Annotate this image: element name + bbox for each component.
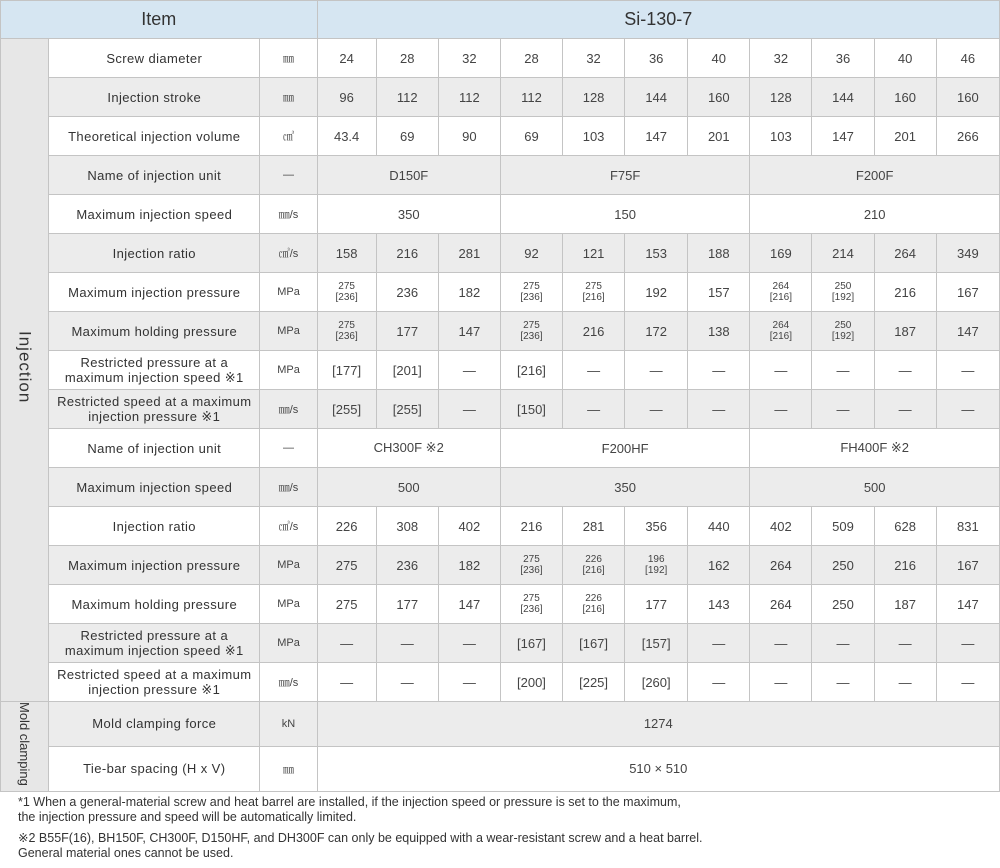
value-cell: — (688, 624, 750, 663)
value-cell: 187 (874, 312, 936, 351)
row-unit: — (260, 429, 317, 468)
table-row (1, 351, 1000, 390)
value-cell: 143 (688, 585, 750, 624)
value-cell: 160 (688, 78, 750, 117)
table-row (1, 468, 1000, 507)
value-cell: — (317, 624, 376, 663)
row-label: Maximum injection speed (49, 195, 260, 234)
row-unit: MPa (260, 351, 317, 390)
value-cell: 216 (563, 312, 625, 351)
value-cell: — (438, 663, 500, 702)
value-cell: — (750, 663, 812, 702)
value-cell: 216 (874, 273, 936, 312)
row-label: Maximum injection pressure (49, 546, 260, 585)
row-unit: ㎜/s (260, 390, 317, 429)
value-cell: 43.4 (317, 117, 376, 156)
table-row (1, 312, 1000, 351)
value-cell: 500 (317, 468, 500, 507)
value-cell: 160 (936, 78, 999, 117)
value-cell: 28 (500, 39, 562, 78)
value-cell: 92 (500, 234, 562, 273)
value-cell: FH400F ※2 (750, 429, 1000, 468)
value-cell: [167] (500, 624, 562, 663)
value-cell: 1274 (317, 702, 999, 747)
row-unit: ㎜ (260, 78, 317, 117)
footnote-2: ※2 B55F(16), BH150F, CH300F, D150HF, and DH300F can only be equipped with a wear-resistant screw and a heat barrel. General material ones cannot be used. (18, 831, 703, 860)
value-cell: 36 (625, 39, 688, 78)
value-cell: — (812, 351, 874, 390)
value-cell: 266 (936, 117, 999, 156)
value-cell: 150 (500, 195, 749, 234)
value-cell: — (688, 351, 750, 390)
row-unit: kN (260, 702, 317, 747)
value-cell: — (812, 624, 874, 663)
value-cell: 69 (500, 117, 562, 156)
value-cell: 182 (438, 273, 500, 312)
value-cell: — (750, 351, 812, 390)
table-row (1, 195, 1000, 234)
value-cell: 182 (438, 546, 500, 585)
value-cell: 264 (750, 585, 812, 624)
value-cell: 226 [216] (563, 585, 625, 624)
value-cell: [260] (625, 663, 688, 702)
value-cell: 196 [192] (625, 546, 688, 585)
value-cell: 40 (688, 39, 750, 78)
value-cell: 216 (874, 546, 936, 585)
value-cell: 112 (376, 78, 438, 117)
value-cell: — (438, 390, 500, 429)
value-cell: 167 (936, 273, 999, 312)
value-cell: 236 (376, 273, 438, 312)
value-cell: 510 × 510 (317, 746, 999, 791)
value-cell: 210 (750, 195, 1000, 234)
value-cell: 147 (812, 117, 874, 156)
row-unit: MPa (260, 546, 317, 585)
value-cell: — (688, 390, 750, 429)
value-cell: 147 (438, 312, 500, 351)
row-unit: ㎤/s (260, 507, 317, 546)
value-cell: [150] (500, 390, 562, 429)
value-cell: — (438, 351, 500, 390)
value-cell: F200HF (500, 429, 749, 468)
value-cell: 172 (625, 312, 688, 351)
value-cell: — (812, 390, 874, 429)
row-label: Tie-bar spacing (H x V) (49, 746, 260, 791)
value-cell: 153 (625, 234, 688, 273)
table-row (1, 429, 1000, 468)
value-cell: 349 (936, 234, 999, 273)
table-row (1, 746, 1000, 791)
section-label: Injection (15, 331, 35, 404)
value-cell: — (936, 624, 999, 663)
value-cell: 264 (874, 234, 936, 273)
footnote-1: *1 When a general-material screw and heat barrel are installed, if the injection speed or pressure is set to the maximum, the injection pressure and speed will be automatically limited. (18, 795, 681, 824)
table-row (1, 78, 1000, 117)
value-cell: — (936, 351, 999, 390)
header-row (1, 1, 1000, 39)
value-cell: 275 [236] (500, 312, 562, 351)
value-cell: 250 [192] (812, 273, 874, 312)
value-cell: 226 (317, 507, 376, 546)
value-cell: 509 (812, 507, 874, 546)
value-cell: 138 (688, 312, 750, 351)
row-label: Maximum holding pressure (49, 312, 260, 351)
value-cell: 214 (812, 234, 874, 273)
value-cell: [157] (625, 624, 688, 663)
value-cell: 281 (563, 507, 625, 546)
table-row (1, 507, 1000, 546)
value-cell: — (563, 390, 625, 429)
section-label: Mold clamping (17, 702, 33, 786)
value-cell: 308 (376, 507, 438, 546)
row-label: Injection ratio (49, 234, 260, 273)
value-cell: — (936, 390, 999, 429)
value-cell: — (688, 663, 750, 702)
value-cell: — (874, 351, 936, 390)
table-row (1, 585, 1000, 624)
value-cell: 158 (317, 234, 376, 273)
row-label: Restricted speed at a maximum injection pressure ※1 (49, 663, 260, 702)
value-cell: 157 (688, 273, 750, 312)
value-cell: 187 (874, 585, 936, 624)
row-unit: MPa (260, 624, 317, 663)
row-unit: ㎤/s (260, 234, 317, 273)
row-unit: ㎜/s (260, 468, 317, 507)
row-unit: MPa (260, 312, 317, 351)
value-cell: 440 (688, 507, 750, 546)
table-row (1, 117, 1000, 156)
value-cell: [200] (500, 663, 562, 702)
value-cell: — (812, 663, 874, 702)
row-label: Restricted pressure at a maximum injection speed ※1 (49, 351, 260, 390)
footnotes (18, 795, 978, 867)
value-cell: 28 (376, 39, 438, 78)
row-label: Restricted pressure at a maximum injection speed ※1 (49, 624, 260, 663)
value-cell: 281 (438, 234, 500, 273)
value-cell: 275 (317, 585, 376, 624)
value-cell: — (750, 624, 812, 663)
value-cell: 275 [216] (563, 273, 625, 312)
value-cell: — (317, 663, 376, 702)
value-cell: 144 (812, 78, 874, 117)
value-cell: 112 (500, 78, 562, 117)
value-cell: 628 (874, 507, 936, 546)
value-cell: 350 (317, 195, 500, 234)
value-cell: [201] (376, 351, 438, 390)
value-cell: F75F (500, 156, 749, 195)
value-cell: 128 (563, 78, 625, 117)
value-cell: 177 (376, 312, 438, 351)
value-cell: 96 (317, 78, 376, 117)
value-cell: 201 (874, 117, 936, 156)
value-cell: 201 (688, 117, 750, 156)
value-cell: 147 (936, 585, 999, 624)
value-cell: [167] (563, 624, 625, 663)
value-cell: 216 (376, 234, 438, 273)
value-cell: 216 (500, 507, 562, 546)
table-row (1, 273, 1000, 312)
table-row (1, 390, 1000, 429)
row-label: Name of injection unit (49, 156, 260, 195)
value-cell: 24 (317, 39, 376, 78)
table-row (1, 546, 1000, 585)
value-cell: 275 [236] (317, 312, 376, 351)
value-cell: [255] (317, 390, 376, 429)
value-cell: F200F (750, 156, 1000, 195)
value-cell: 275 [236] (317, 273, 376, 312)
value-cell: CH300F ※2 (317, 429, 500, 468)
value-cell: — (874, 390, 936, 429)
value-cell: 177 (376, 585, 438, 624)
value-cell: 188 (688, 234, 750, 273)
value-cell: 40 (874, 39, 936, 78)
value-cell: — (376, 663, 438, 702)
row-unit: ㎤ (260, 117, 317, 156)
value-cell: 250 (812, 585, 874, 624)
row-label: Screw diameter (49, 39, 260, 78)
section-injection (1, 39, 49, 702)
value-cell: 264 [216] (750, 273, 812, 312)
value-cell: 264 (750, 546, 812, 585)
value-cell: 160 (874, 78, 936, 117)
value-cell: 90 (438, 117, 500, 156)
value-cell: — (874, 663, 936, 702)
value-cell: 147 (625, 117, 688, 156)
value-cell: 236 (376, 546, 438, 585)
row-unit: MPa (260, 585, 317, 624)
spec-table-body (1, 39, 1000, 792)
value-cell: 250 [192] (812, 312, 874, 351)
row-label: Name of injection unit (49, 429, 260, 468)
row-label: Injection ratio (49, 507, 260, 546)
value-cell: — (625, 351, 688, 390)
value-cell: [177] (317, 351, 376, 390)
value-cell: 275 [236] (500, 585, 562, 624)
value-cell: 356 (625, 507, 688, 546)
value-cell: 103 (750, 117, 812, 156)
value-cell: 162 (688, 546, 750, 585)
value-cell: [225] (563, 663, 625, 702)
table-row (1, 663, 1000, 702)
value-cell: 103 (563, 117, 625, 156)
value-cell: D150F (317, 156, 500, 195)
value-cell: 147 (936, 312, 999, 351)
row-label: Maximum injection speed (49, 468, 260, 507)
table-row (1, 156, 1000, 195)
value-cell: 32 (563, 39, 625, 78)
value-cell: — (438, 624, 500, 663)
value-cell: 177 (625, 585, 688, 624)
table-row (1, 234, 1000, 273)
value-cell: — (750, 390, 812, 429)
row-unit: ㎜ (260, 39, 317, 78)
value-cell: 275 [236] (500, 273, 562, 312)
value-cell: 402 (438, 507, 500, 546)
model-header: Si-130-7 (317, 1, 999, 39)
section-mold-clamping (1, 702, 49, 792)
value-cell: 264 [216] (750, 312, 812, 351)
value-cell: — (936, 663, 999, 702)
row-unit: MPa (260, 273, 317, 312)
value-cell: — (625, 390, 688, 429)
value-cell: 128 (750, 78, 812, 117)
value-cell: [255] (376, 390, 438, 429)
value-cell: 144 (625, 78, 688, 117)
value-cell: — (563, 351, 625, 390)
value-cell: 831 (936, 507, 999, 546)
value-cell: 112 (438, 78, 500, 117)
value-cell: 402 (750, 507, 812, 546)
value-cell: — (376, 624, 438, 663)
value-cell: 250 (812, 546, 874, 585)
value-cell: 36 (812, 39, 874, 78)
value-cell: 500 (750, 468, 1000, 507)
value-cell: 121 (563, 234, 625, 273)
value-cell: 147 (438, 585, 500, 624)
value-cell: — (874, 624, 936, 663)
value-cell: 275 [236] (500, 546, 562, 585)
table-row (1, 702, 1000, 747)
row-unit: ㎜/s (260, 663, 317, 702)
row-label: Mold clamping force (49, 702, 260, 747)
value-cell: 169 (750, 234, 812, 273)
row-label: Theoretical injection volume (49, 117, 260, 156)
row-unit: — (260, 156, 317, 195)
value-cell: 32 (750, 39, 812, 78)
value-cell: 32 (438, 39, 500, 78)
row-label: Maximum injection pressure (49, 273, 260, 312)
value-cell: 46 (936, 39, 999, 78)
value-cell: 192 (625, 273, 688, 312)
row-label: Restricted speed at a maximum injection pressure ※1 (49, 390, 260, 429)
row-unit: ㎜/s (260, 195, 317, 234)
row-label: Maximum holding pressure (49, 585, 260, 624)
value-cell: 226 [216] (563, 546, 625, 585)
value-cell: 275 (317, 546, 376, 585)
value-cell: 350 (500, 468, 749, 507)
table-row (1, 39, 1000, 78)
value-cell: 167 (936, 546, 999, 585)
row-label: Injection stroke (49, 78, 260, 117)
row-unit: ㎜ (260, 746, 317, 791)
table-row (1, 624, 1000, 663)
value-cell: 69 (376, 117, 438, 156)
value-cell: [216] (500, 351, 562, 390)
item-header: Item (1, 1, 318, 39)
